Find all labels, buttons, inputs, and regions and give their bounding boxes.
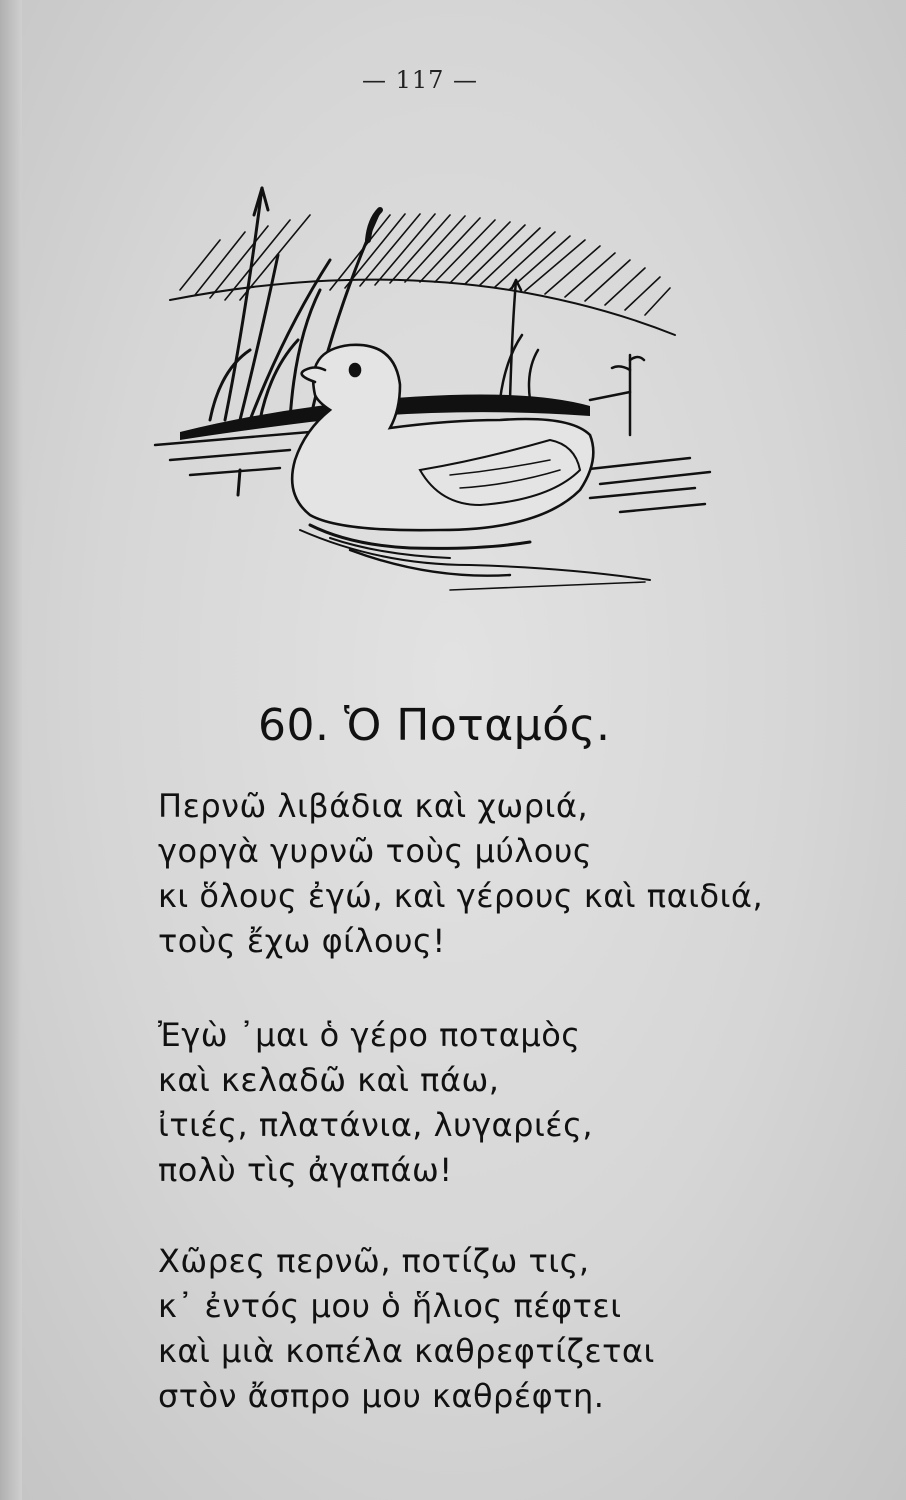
stanza-2 [158, 1013, 593, 1193]
stanza-3 [158, 1239, 655, 1419]
page-number: — 117 — [361, 66, 479, 94]
verse-line: τοὺς ἔχω φίλους! [158, 922, 446, 960]
verse-line: καὶ μιὰ κοπέλα καθρεφτίζεται [158, 1332, 655, 1370]
verse-line: κι ὅλους ἐγώ, καὶ γέρους καὶ παιδιά, [158, 877, 764, 915]
verse-line: στὸν ἄσπρο μου καθρέφτη. [158, 1377, 605, 1415]
verse-line: γοργὰ γυρνῶ τοὺς μύλους [158, 832, 593, 870]
verse-line: Ἐγὼ ᾽μαι ὁ γέρο ποταμὸς [158, 1016, 581, 1054]
verse-line: ἰτιές, πλατάνια, λυγαριές, [158, 1106, 594, 1144]
page-binding-edge [0, 0, 22, 1500]
verse-line: Περνῶ λιβάδια καὶ χωριά, [158, 787, 589, 825]
stanza-1 [158, 784, 763, 964]
verse-line: καὶ κελαδῶ καὶ πάω, [158, 1061, 500, 1099]
sky-hatching [180, 214, 670, 315]
duck-illustration [150, 170, 740, 610]
poem-title: 60. Ὁ Ποταμός. [258, 700, 611, 751]
verse-line: πολὺ τὶς ἀγαπάω! [158, 1151, 453, 1189]
duck-body [292, 345, 593, 530]
verse-line: κ᾽ ἐντός μου ὁ ἥλιος πέφτει [158, 1287, 622, 1325]
verse-line: Χῶρες περνῶ, ποτίζω τις, [158, 1242, 590, 1280]
